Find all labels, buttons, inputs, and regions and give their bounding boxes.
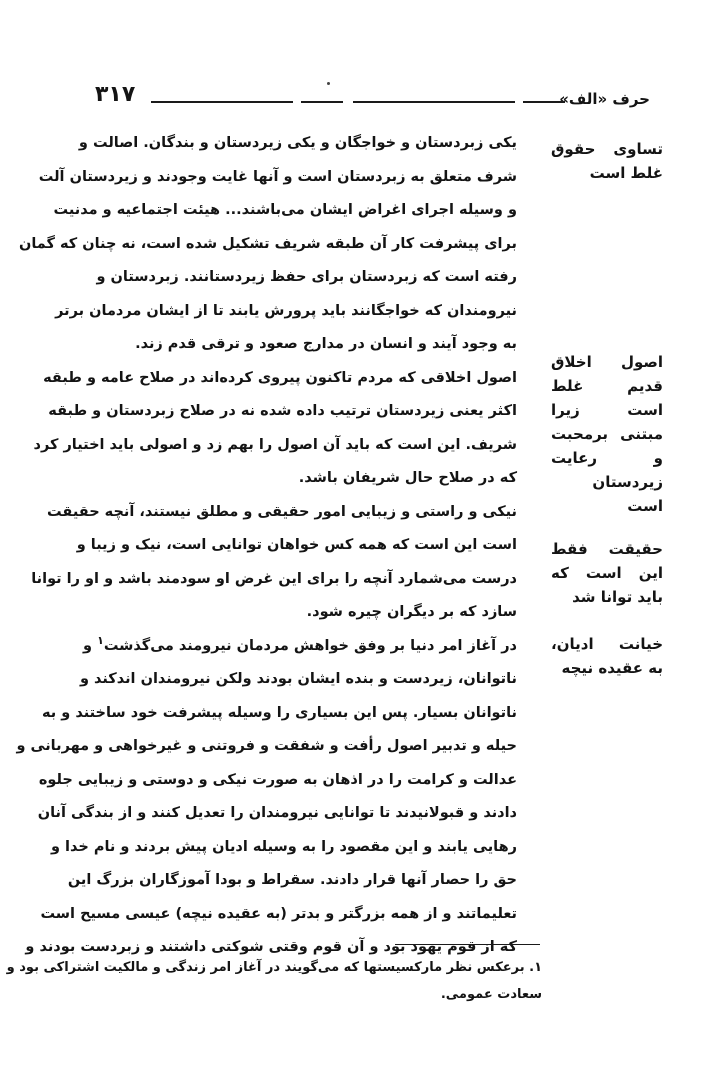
main-text (16, 127, 517, 965)
page-header (95, 82, 650, 112)
header-rule (151, 101, 293, 103)
paragraph (31, 496, 517, 630)
margin-note-line: است (627, 497, 663, 515)
text-line: ناتوانان بسیار. پس این بسیاری را وسیله پیشرفت خود ساختند و به (41, 704, 517, 721)
text-line: سازد که بر دیگران چیره شود. (306, 604, 517, 620)
margin-note-line: زیردستان (592, 473, 663, 491)
text-line: که در صلاح حال شریفان باشد. (298, 470, 517, 486)
margin-note-line: تساوی حقوق (551, 140, 663, 158)
text-line: رهایی یابند و این مقصود را به وسیله ادیان پیش بردند و نام خدا و (50, 838, 517, 855)
paragraph (16, 630, 517, 965)
text-line-suffix: و (83, 637, 93, 654)
header-rule (353, 101, 515, 103)
margin-note-line: و رعایت (551, 449, 663, 467)
paragraph (18, 127, 517, 362)
text-line (83, 630, 517, 664)
text-line: به وجود آیند و انسان در مدارج صعود و ترقی قدم زند. (135, 336, 517, 352)
text-line: نیکی و راستی و زیبایی امور حقیقی و مطلق نیستند، آنچه حقیقت (47, 503, 517, 520)
text-line: شرف متعلق به زبردستان است و آنها غایت وجودند و زیردستان آلت (38, 168, 517, 185)
margin-note-line: مبتنی برمحبت (551, 425, 663, 443)
margin-note-line: حقیقت فقط (551, 540, 663, 558)
margin-note-line: خیانت ادیان، (551, 635, 663, 653)
text-line: رفته است که زبردستان برای حفظ زیردستانند. زبردستان و (96, 269, 517, 285)
paragraph (33, 362, 517, 496)
footnote-reference[interactable]: ۱ (97, 633, 104, 647)
text-line-content: در آغاز امر دنیا بر وفق خواهش مردمان نیرومند می‌گذشت (103, 637, 517, 654)
header-rule (301, 101, 343, 103)
text-line: تعلیماتند و از همه بزرگتر و بدتر (به عقیده نیچه) عیسی مسیح است (40, 905, 517, 922)
footnote-separator (395, 944, 540, 945)
text-line: شریف. این است که باید آن اصول را بهم زد و اصولی باید اختیار کرد (33, 436, 517, 453)
text-line: برای پیشرفت کار آن طبقه شریف تشکیل شده است، نه چنان که گمان (18, 235, 517, 252)
footnote-line: سعادت عمومی. (440, 987, 542, 1002)
margin-note-line: غلط است (589, 164, 663, 182)
margin-note-line: است زیرا (551, 401, 663, 419)
margin-note (551, 350, 663, 518)
running-title: حرف «الف» (559, 90, 650, 108)
text-line: اکثر یعنی زیردستان ترتیب داده شده نه در صلاح زبردستان و طبقه (48, 403, 517, 419)
text-line: و وسیله اجرای اغراض ایشان می‌باشند... هیئت اجتماعیه و مدنیت (53, 202, 517, 218)
margin-note (551, 137, 663, 185)
text-line: دادند و قبولانیدند تا توانایی نیرومندان را تعدیل کنند و از بندگی آنان (37, 805, 517, 821)
text-line: است این است که همه کس خواهان توانایی است، نیک و زیبا و (76, 537, 517, 553)
footnote (6, 954, 542, 1008)
text-line: حیله و تدبیر اصول رأفت و شفقت و فروتنی و غیرخواهی و مهربانی و (16, 738, 517, 754)
text-line: اصول اخلاقی که مردم تاکنون پیروی کرده‌اند در صلاح عامه و طبقه (43, 369, 517, 386)
text-line: درست می‌شمارد آنچه را برای این غرض او سودمند باشد و او را توانا (31, 570, 517, 587)
margin-note-line: این است که (551, 564, 663, 582)
margin-note-line: به عقیده نیچه (561, 659, 663, 677)
text-line: که از قوم یهود بود و آن قوم وقتی شوکتی داشتند و زبردست بودند و (25, 939, 517, 955)
print-speck (327, 82, 330, 85)
margin-note (551, 537, 663, 609)
page-number: ۳۱۷ (95, 82, 136, 107)
text-line: حق را حصار آنها قرار دادند. سقراط و بودا آموزگاران بزرگ این (67, 872, 517, 888)
footnote-line: ۱. برعکس نظر مارکسیستها که می‌گویند در آغاز امر زندگی و مالکیت اشتراکی بود و (6, 960, 542, 975)
text-line: یکی زبردستان و خواجگان و یکی زیردستان و بندگان. اصالت و (78, 135, 517, 151)
margin-note-line: اصول اخلاق (551, 353, 663, 371)
margin-note-line: باید توانا شد (572, 588, 663, 606)
text-line: ناتوانان، زیردست و بنده ایشان بودند ولکن نیرومندان اندکند و (79, 671, 517, 687)
margin-note-line: قدیم غلط (551, 377, 663, 395)
header-rule (523, 101, 565, 103)
text-line: عدالت و کرامت را در اذهان به صورت نیکی و دوستی و زیبایی جلوه (38, 771, 517, 788)
text-line: نیرومندان که خواجگانند باید پرورش یابند تا از ایشان مردمان برتر (55, 302, 517, 319)
margin-note (551, 632, 663, 680)
